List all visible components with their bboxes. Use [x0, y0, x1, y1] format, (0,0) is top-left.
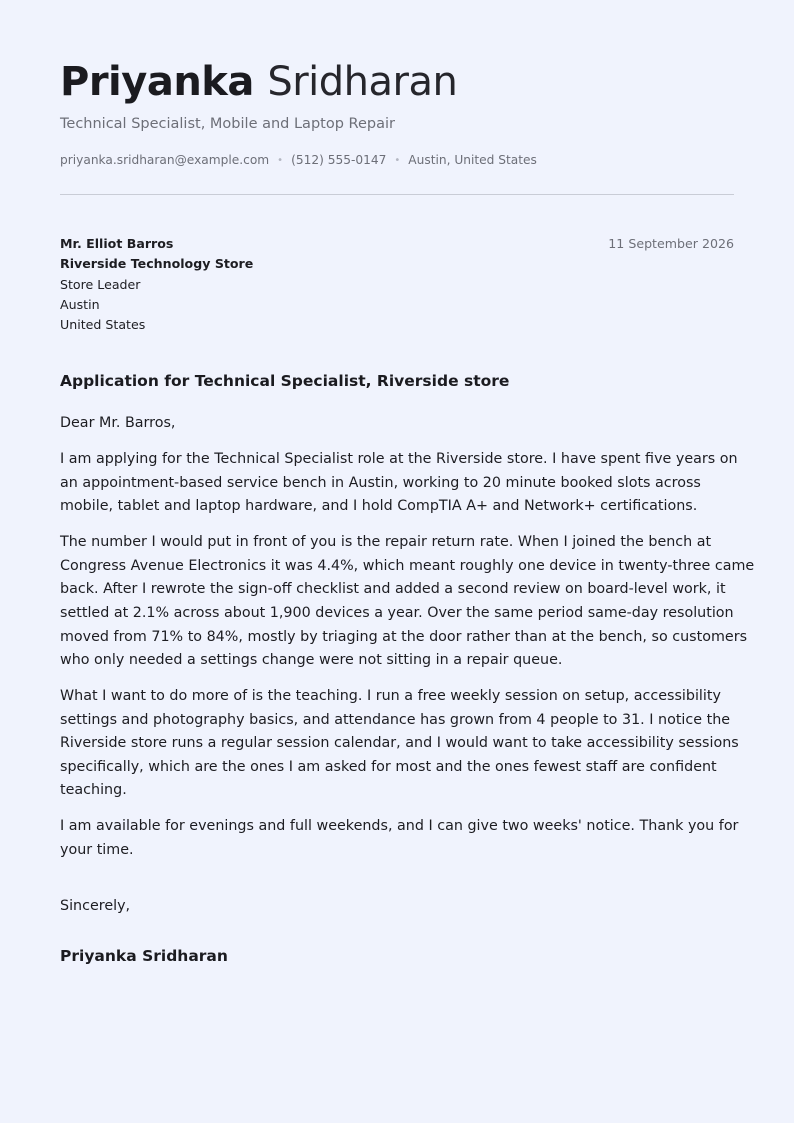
paragraph-line: Congress Avenue Electronics it was 4.4%, which meant roughly one device in twenty-three came — [60, 557, 755, 574]
signature: Priyanka Sridharan — [60, 947, 228, 965]
recipient-country: United States — [60, 317, 146, 333]
recipient-company: Riverside Technology Store — [60, 256, 254, 272]
closing: Sincerely, — [60, 898, 131, 914]
paragraph-line: mobile, tablet and laptop hardware, and I hold CompTIA A+ and Network+ certifications. — [60, 498, 698, 515]
paragraph-line: I am applying for the Technical Specialist role at the Riverside store. I have spent five years on — [60, 450, 738, 467]
applicant-name — [60, 56, 457, 108]
paragraph-line: specifically, which are the ones I am asked for most and the ones fewest staff are confident — [60, 758, 717, 775]
contact-phone: (512) 555-0147 — [291, 153, 387, 167]
salutation: Dear Mr. Barros, — [60, 415, 176, 431]
paragraph-line: moved from 71% to 84%, mostly by triaging at the door rather than at the bench, so customers — [60, 628, 748, 645]
paragraph-line: I am available for evenings and full weekends, and I can give two weeks' notice. Thank you for — [60, 818, 739, 835]
paragraph-line: Riverside store runs a regular session calendar, and I would want to take accessibility sessions — [60, 735, 739, 752]
paragraph-line: your time. — [60, 842, 134, 859]
body-paragraph — [60, 685, 740, 803]
contact-line — [60, 152, 537, 169]
applicant-first-name: Priyanka — [60, 59, 254, 105]
recipient-name: Mr. Elliot Barros — [60, 236, 174, 251]
letter-body — [60, 412, 755, 875]
applicant-headline: Technical Specialist, Mobile and Laptop Repair — [60, 116, 395, 132]
body-paragraph — [60, 531, 755, 673]
recipient-city: Austin — [60, 296, 100, 312]
separator-dot: • — [394, 155, 401, 166]
paragraph-line: settled at 2.1% across about 1,900 devices a year. Over the same period same-day resolution — [60, 604, 734, 621]
paragraph-line: an appointment-based service bench in Austin, working to 20 minute booked slots across — [60, 474, 701, 491]
paragraph-line: teaching. — [60, 782, 127, 799]
letter-date: 11 September 2026 — [608, 236, 734, 251]
recipient-block — [60, 234, 253, 335]
recipient-title: Store Leader — [60, 276, 141, 292]
paragraph-line: who only needed a settings change were not sitting in a repair queue. — [60, 652, 563, 669]
body-paragraph — [60, 815, 740, 862]
header-divider — [60, 194, 734, 195]
paragraph-line: back. After I rewrote the sign-off checklist and added a second review on board-level work, it — [60, 581, 726, 598]
contact-location: Austin, United States — [408, 153, 537, 167]
letter-subject: Application for Technical Specialist, Riverside store — [60, 372, 510, 390]
applicant-last-name: Sridharan — [267, 59, 458, 105]
contact-email: priyanka.sridharan@example.com — [60, 153, 270, 167]
paragraph-line: The number I would put in front of you is the repair return rate. When I joined the bench at — [60, 534, 712, 551]
body-paragraph — [60, 448, 740, 519]
paragraph-line: What I want to do more of is the teaching. I run a free weekly session on setup, accessibility — [60, 688, 721, 705]
paragraph-line: settings and photography basics, and attendance has grown from 4 people to 31. I notice the — [60, 711, 731, 728]
separator-dot: • — [277, 155, 284, 166]
